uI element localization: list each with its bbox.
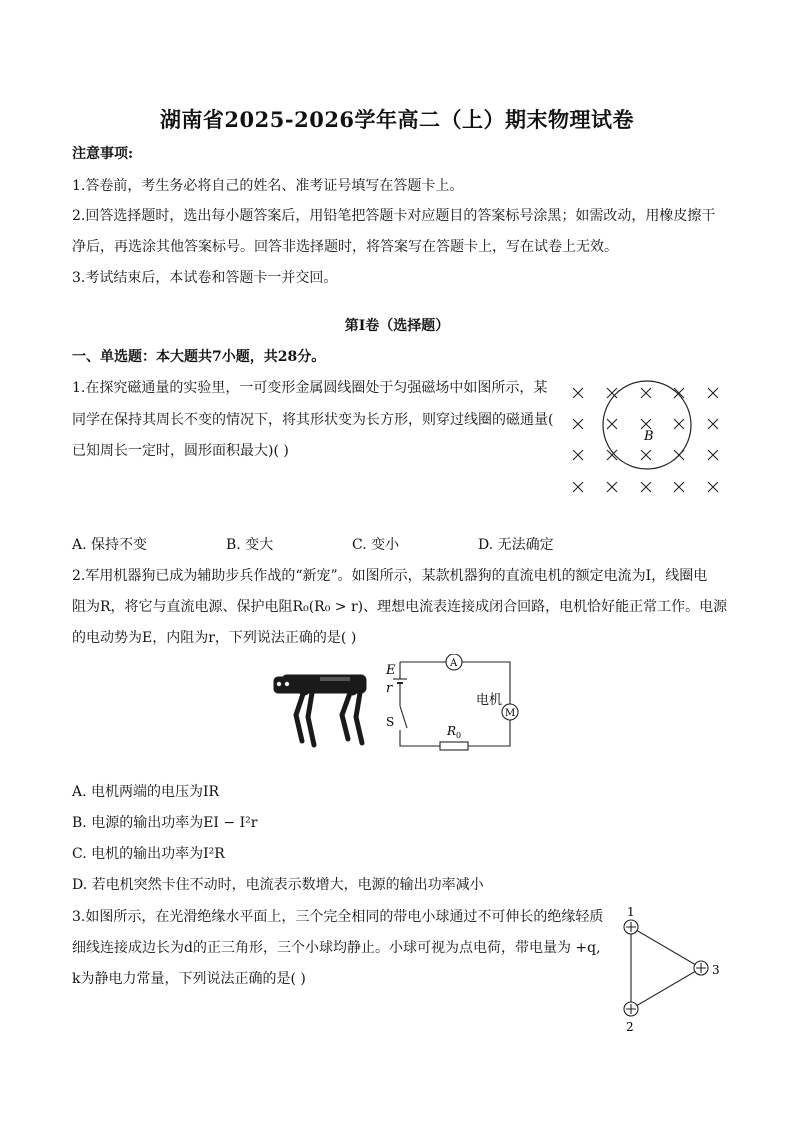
notice-item: 1.答卷前，考生务必将自己的姓名、准考证号填写在答题卡上。 xyxy=(72,178,464,194)
q1-option-b: B. 变大 xyxy=(226,537,274,553)
ball-label-2: 2 xyxy=(626,1020,634,1034)
internal-resistance-label: r xyxy=(386,681,393,696)
part-title: 第I卷（选择题） xyxy=(344,318,450,334)
q3-text-line: 细线连接成边长为d的正三角形，三个小球均静止。小球可视为点电荷，带电量为 +q, xyxy=(72,940,601,956)
q1-magnetic-field-figure xyxy=(565,378,730,498)
resistor xyxy=(440,742,468,750)
notice-item: 3.考试结束后，本试卷和答题卡一并交回。 xyxy=(72,270,338,286)
motor-label: 电机 xyxy=(476,693,503,708)
emf-label: E xyxy=(386,663,396,678)
page-title: 湖南省2025-2026学年高二（上）期末物理试卷 xyxy=(159,107,635,132)
notice-item: 2.回答选择题时，选出每小题答案后，用铅笔把答题卡对应题目的答案标号涂黑；如需改动，用橡皮擦干 xyxy=(72,208,716,224)
notice-item: 净后，再选涂其他答案标号。回答非选择题时，将答案写在答题卡上，写在试卷上无效。 xyxy=(72,239,618,255)
q2-circuit-figure xyxy=(380,654,530,752)
q2-option-a: A. 电机两端的电压为IR xyxy=(72,784,220,800)
q3-triangle-figure xyxy=(614,903,734,1037)
ball-label-1: 1 xyxy=(627,905,635,919)
ball-label-3: 3 xyxy=(712,963,720,977)
q1-option-a: A. 保持不变 xyxy=(72,537,148,553)
q3-text-line: 3.如图所示，在光滑绝缘水平面上，三个完全相同的带电小球通过不可伸长的绝缘轻质 xyxy=(72,909,604,925)
robot-dog-image xyxy=(268,665,376,750)
resistor-label: R xyxy=(447,724,457,738)
notice-heading: 注意事项: xyxy=(72,146,134,162)
q1-text-line: 已知周长一定时，圆形面积最大)( ) xyxy=(72,443,289,459)
motor-symbol: M xyxy=(505,708,516,719)
q2-text-line: 的电动势为E，内阻为r，下列说法正确的是( ) xyxy=(72,630,357,646)
q1-option-d: D. 无法确定 xyxy=(478,537,554,553)
switch-label: S xyxy=(386,715,395,729)
switch-blade xyxy=(400,706,407,728)
q3-text-line: k为静电力常量，下列说法正确的是( ) xyxy=(72,971,306,987)
q1-text-line: 同学在保持其周长不变的情况下，将其形状变为长方形，则穿过线圈的磁通量( xyxy=(72,412,554,428)
q2-option-c: C. 电机的输出功率为I²R xyxy=(72,846,225,862)
wire xyxy=(468,720,510,746)
q2-text-line: 阻为R，将它与直流电源、保护电阻R₀(R₀ > r)、理想电流表连接成闭合回路，电机恰好能正常工作。电源 xyxy=(72,599,728,615)
field-label: B xyxy=(644,429,654,444)
resistor-subscript: 0 xyxy=(456,731,462,740)
q2-option-b: B. 电源的输出功率为EI − I²r xyxy=(72,815,258,831)
ammeter-label: A xyxy=(450,658,458,669)
wire xyxy=(400,730,440,746)
section-title: 一、单选题：本大题共7小题，共28分。 xyxy=(72,349,326,365)
q2-text-line: 2.军用机器狗已成为辅助步兵作战的“新宠”。如图所示，某款机器狗的直流电机的额定电流为I，线圈电 xyxy=(72,568,708,584)
triangle-thread xyxy=(631,927,701,1009)
q1-text-line: 1.在探究磁通量的实验里，一可变形金属圆线圈处于匀强磁场中如图所示，某 xyxy=(72,380,548,396)
q2-option-d: D. 若电机突然卡住不动时，电流表示数增大，电源的输出功率减小 xyxy=(72,877,484,893)
q1-option-c: C. 变小 xyxy=(352,537,400,553)
